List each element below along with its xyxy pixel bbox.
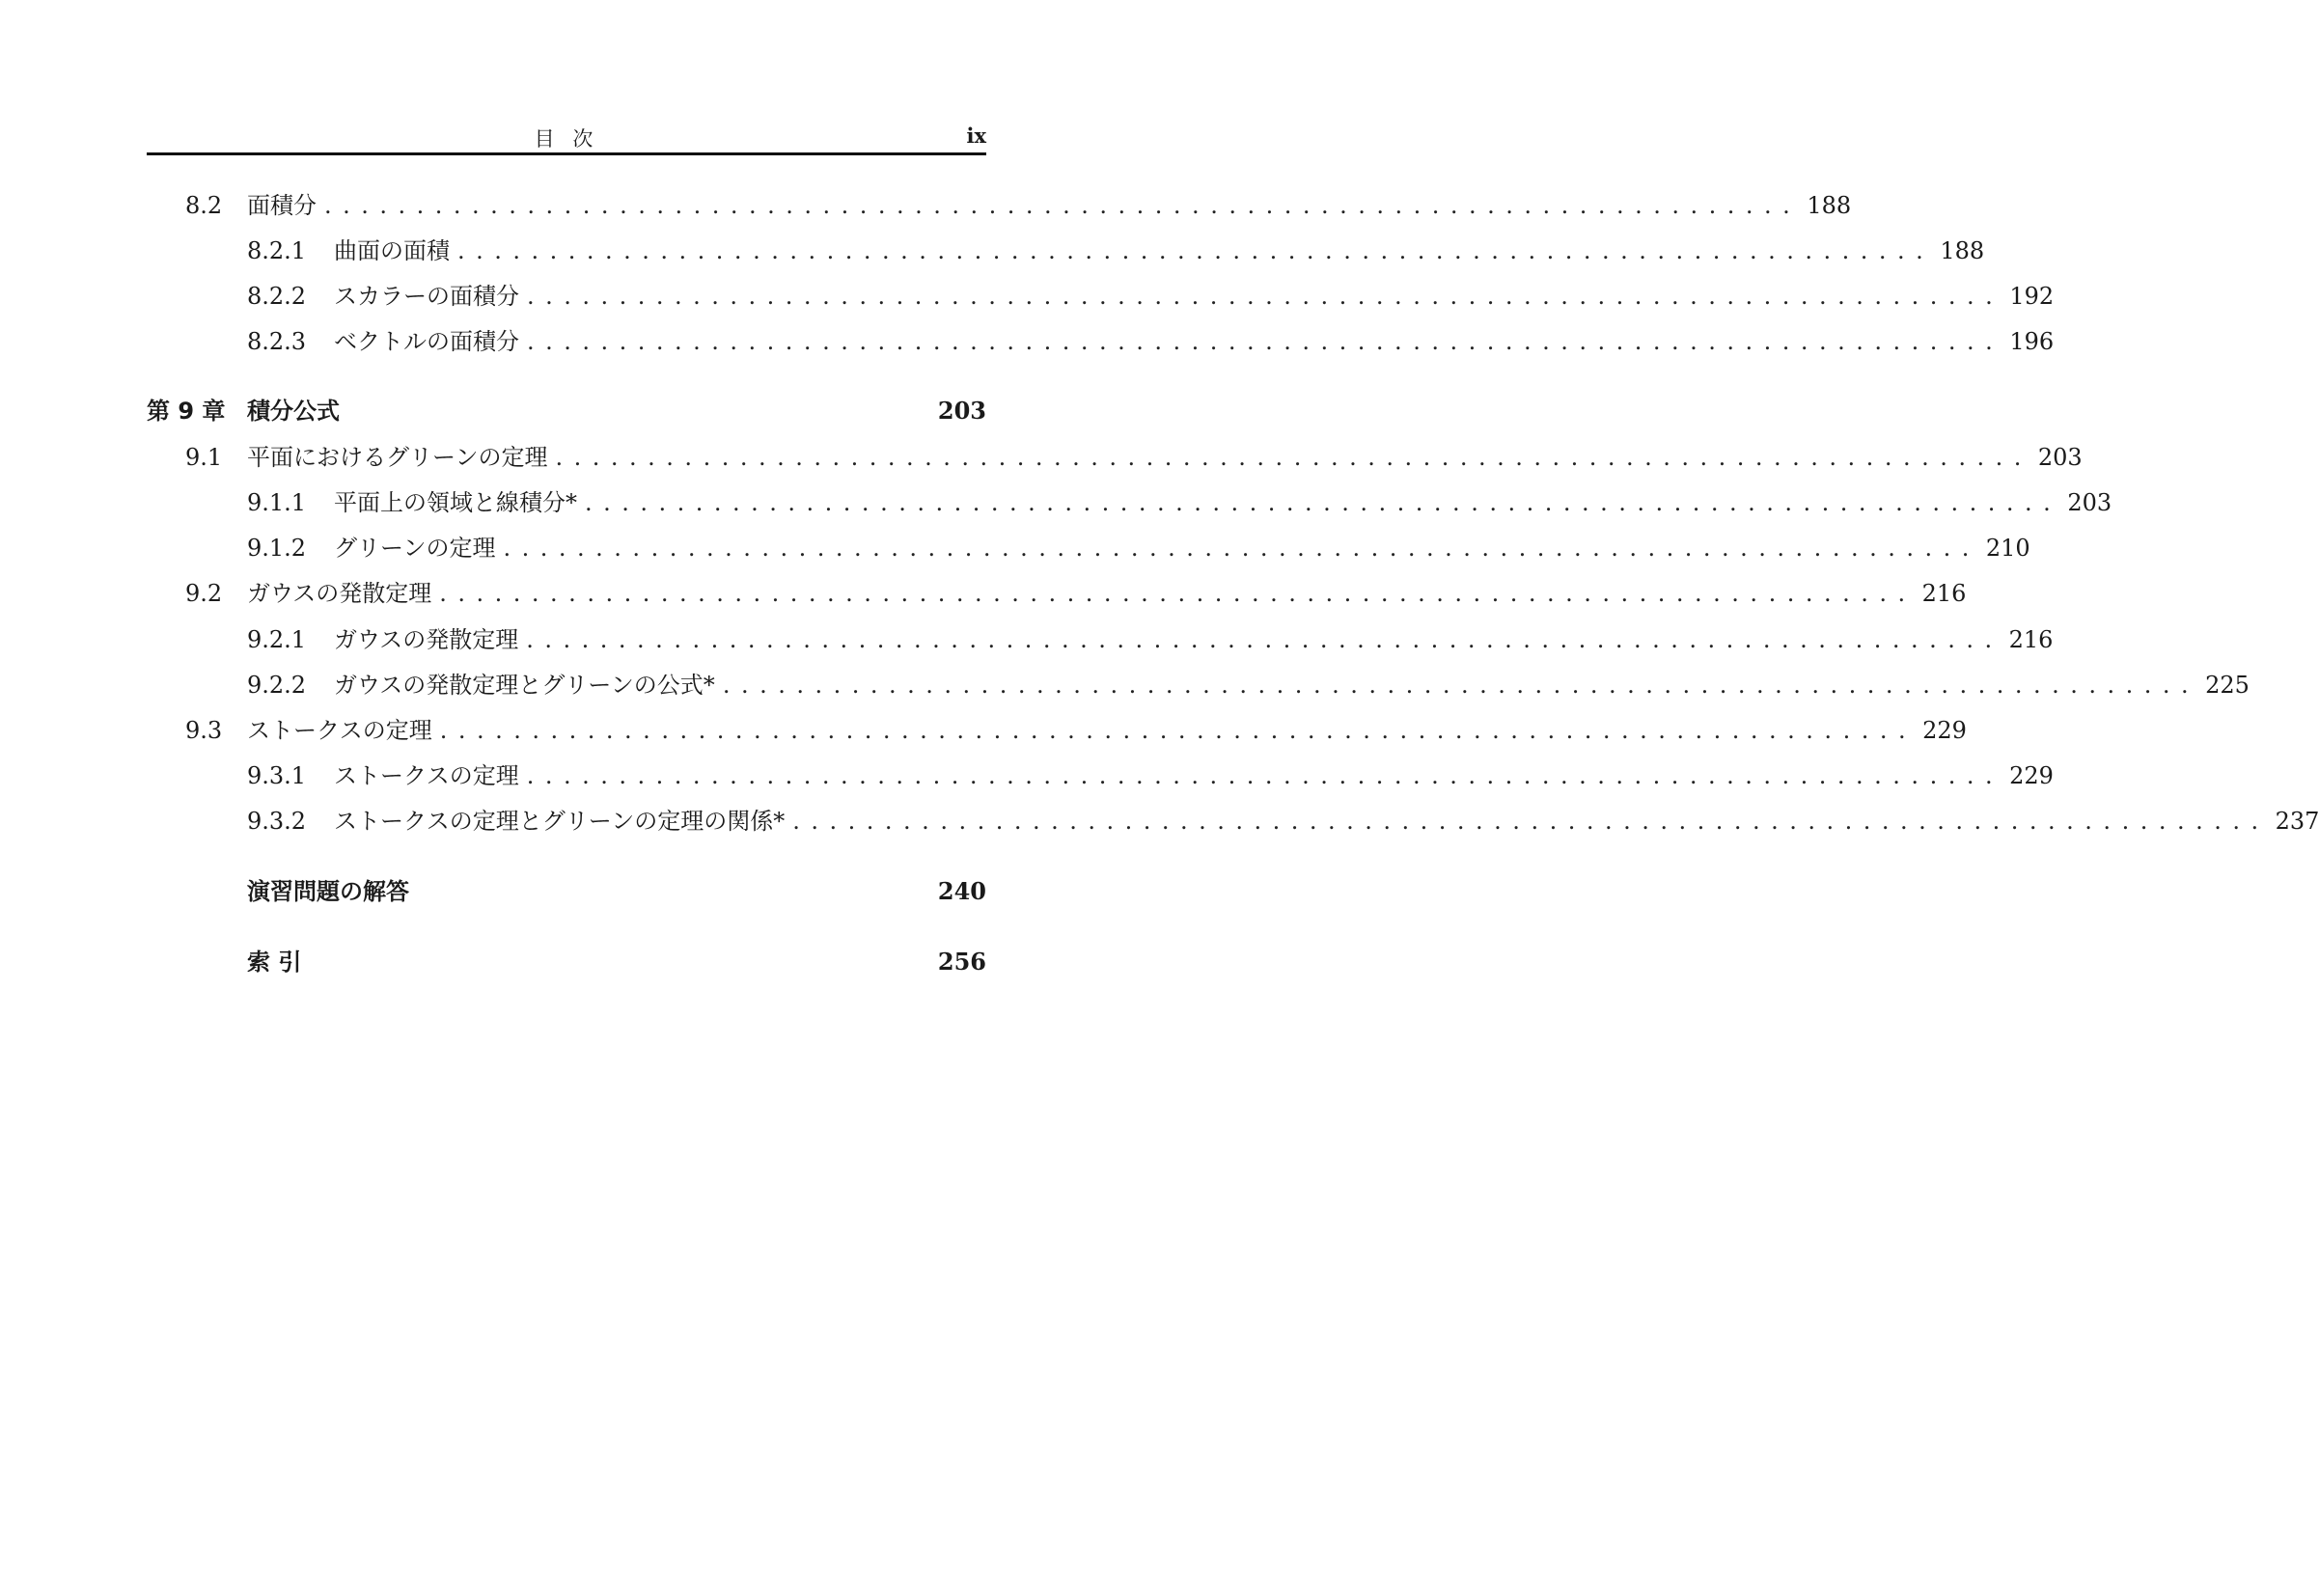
toc-entry-title: ストークスの定理 [247, 717, 432, 744]
toc-dot-leader: ................................................................................ [439, 717, 1918, 744]
toc-page-number: 188 [1940, 237, 1985, 264]
toc-section-entry [147, 438, 2083, 471]
toc-entry-title: ベクトルの面積分 [334, 328, 519, 355]
toc-dot-leader: ................................................................................ [527, 283, 2004, 310]
toc-dot-leader: ................................................................................ [503, 535, 1980, 562]
toc-page-number: 216 [1921, 580, 1967, 607]
toc-chapter-entry [147, 872, 986, 905]
toc-dot-leader: ................................................................................ [527, 328, 2004, 355]
header-page-number: ix [966, 124, 986, 148]
toc-subsection-entry [147, 757, 2054, 789]
toc-entry-number: 9.1.1 [247, 489, 307, 516]
toc-entry-number: 8.2 [185, 192, 223, 219]
toc-entry-number: 9.3.1 [247, 762, 307, 789]
toc-entry-number: 9.2.2 [247, 672, 307, 699]
toc-entry-number: 8.2.1 [247, 237, 307, 264]
toc-page-number: 192 [2009, 283, 2055, 310]
toc-dot-leader: ................................................................................ [526, 626, 2003, 653]
toc-dot-leader: ................................................................................ [722, 672, 2200, 699]
toc-page-number: 229 [2009, 762, 2054, 789]
toc-entry-title: 演習問題の解答 [247, 878, 409, 905]
toc-subsection-entry [147, 483, 2112, 516]
toc-entry-title: スカラーの面積分 [334, 283, 519, 310]
toc-section-entry [147, 574, 1967, 607]
header-rule [147, 152, 986, 155]
toc-entry-title: グリーンの定理 [334, 535, 496, 562]
toc-entry-title: 平面におけるグリーンの定理 [247, 444, 548, 471]
toc-subsection-entry [147, 232, 1985, 264]
toc-page-number: 229 [1922, 717, 1967, 744]
toc-entry-title: ストークスの定理 [334, 762, 519, 789]
toc-subsection-entry [147, 277, 2055, 310]
toc-page-number: 203 [937, 397, 986, 425]
toc-dot-leader: ................................................................................ [792, 808, 2270, 835]
toc-page-number: 210 [1985, 535, 2030, 562]
toc-entry-number: 9.2.1 [247, 626, 307, 653]
toc-entry-title: 索 引 [247, 949, 302, 976]
toc-entry-title: ガウスの発散定理 [334, 626, 519, 653]
toc-page-number: 256 [937, 948, 986, 976]
toc-subsection-entry [147, 322, 2055, 355]
toc-dot-leader: ................................................................................ [585, 489, 2062, 516]
toc-dot-leader: ................................................................................ [324, 192, 1802, 219]
toc-chapter-entry [147, 392, 986, 425]
toc-chapter-entry [147, 943, 986, 976]
toc-entry-number: 9.2 [185, 580, 223, 607]
toc-entry-title: ガウスの発散定理とグリーンの公式* [334, 672, 715, 699]
toc-entry-title: 積分公式 [247, 398, 340, 425]
toc-entry-number: 8.2.2 [247, 283, 307, 310]
toc-page-number: 237 [2275, 808, 2319, 835]
toc-entry-number: 第 9 章 [147, 398, 226, 425]
toc-subsection-entry [147, 802, 2319, 835]
toc-entry-number: 8.2.3 [247, 328, 307, 355]
toc-entry-title: 面積分 [247, 192, 317, 219]
toc-entry-number: 9.1 [185, 444, 223, 471]
toc-entry-number: 9.3.2 [247, 808, 307, 835]
toc-entry-number: 9.1.2 [247, 535, 307, 562]
toc-dot-leader: ................................................................................ [526, 762, 2004, 789]
toc-dot-leader: ................................................................................ [555, 444, 2032, 471]
toc-page-number: 225 [2205, 672, 2250, 699]
toc-dot-leader: ................................................................................ [457, 237, 1935, 264]
toc-entry-title: ストークスの定理とグリーンの定理の関係* [334, 808, 786, 835]
toc-entry-number: 9.3 [185, 717, 223, 744]
toc-section-entry [147, 186, 1852, 219]
toc-page-number: 203 [2037, 444, 2083, 471]
toc-subsection-entry [147, 529, 2030, 562]
toc-dot-leader: ................................................................................ [439, 580, 1917, 607]
toc-page-number: 188 [1807, 192, 1852, 219]
running-header [147, 124, 986, 154]
toc-entry-title: 平面上の領域と線積分* [334, 489, 577, 516]
toc-subsection-entry [147, 666, 2250, 699]
toc-page-number: 203 [2067, 489, 2112, 516]
toc-page-number: 216 [2008, 626, 2054, 653]
toc-page-number: 196 [2009, 328, 2055, 355]
toc-entry-title: 曲面の面積 [334, 237, 450, 264]
toc-section-entry [147, 711, 1967, 744]
toc-page-number: 240 [937, 877, 986, 905]
toc-entry-title: ガウスの発散定理 [247, 580, 432, 607]
toc-subsection-entry [147, 620, 2054, 653]
header-title: 目 次 [534, 127, 599, 151]
